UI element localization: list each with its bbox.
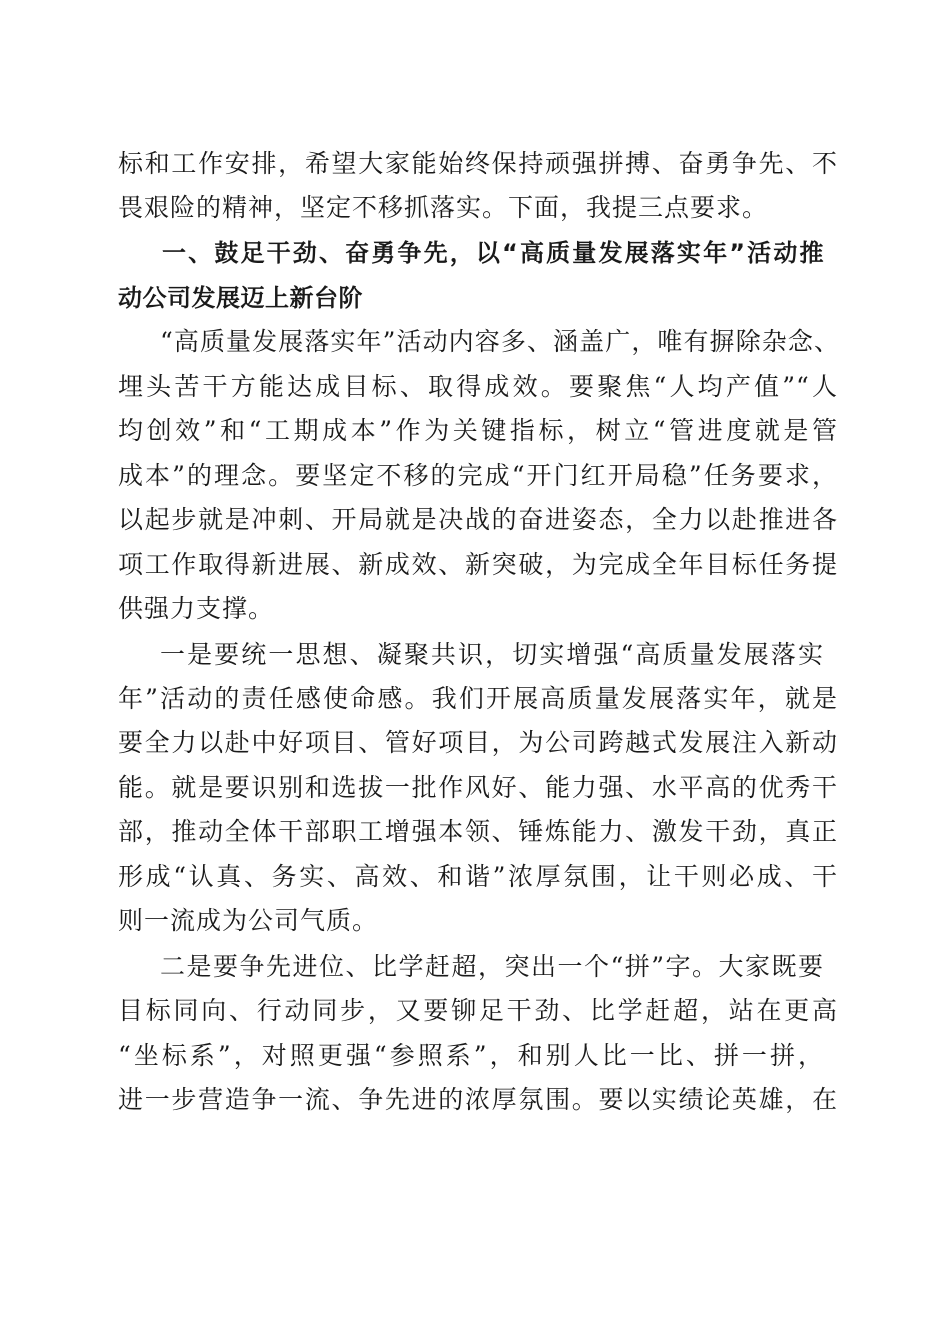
paragraph-line: 则一流成为公司气质。	[118, 906, 379, 935]
section-heading: 一、鼓足干劲、奋勇争先，以“高质量发展落实年”活动推	[162, 239, 824, 267]
section-heading: 动公司发展迈上新台阶	[118, 284, 363, 312]
paragraph-line: “高质量发展落实年”活动内容多、涵盖广，唯有摒除杂念、	[160, 327, 840, 356]
paragraph-line: “坐标系”，对照更强“参照系”，和别人比一比、拼一拼，	[118, 1041, 824, 1070]
paragraph-line: 形成“认真、务实、高效、和谐”浓厚氛围，让干则必成、干	[118, 862, 838, 891]
paragraph-line: 一是要统一思想、凝聚共识，切实增强“高质量发展落实	[160, 640, 824, 669]
paragraph-line: 项工作取得新进展、新成效、新突破，为完成全年目标任务提	[118, 550, 838, 579]
paragraph-line: 进一步营造争一流、争先进的浓厚氛围。要以实绩论英雄，在	[118, 1085, 838, 1114]
paragraph-line: 畏艰险的精神，坚定不移抓落实。下面，我提三点要求。	[118, 193, 769, 222]
paragraph-line: 埋头苦干方能达成目标、取得成效。要聚焦“人均产值”“人	[118, 372, 838, 401]
paragraph-line: 标和工作安排，希望大家能始终保持顽强拼搏、奋勇争先、不	[118, 149, 838, 178]
paragraph-line: 要全力以赴中好项目、管好项目，为公司跨越式发展注入新动	[118, 728, 838, 757]
paragraph-line: 均创效”和“工期成本”作为关键指标，树立“管进度就是管	[118, 416, 838, 445]
paragraph-line: 能。就是要识别和选拔一批作风好、能力强、水平高的优秀干	[118, 773, 838, 802]
paragraph-line: 二是要争先进位、比学赶超，突出一个“拼”字。大家既要	[160, 952, 824, 981]
paragraph-line: 年”活动的责任感使命感。我们开展高质量发展落实年，就是	[118, 684, 838, 713]
paragraph-line: 目标同向、行动同步，又要铆足干劲、比学赶超，站在更高	[118, 996, 838, 1025]
paragraph-line: 以起步就是冲刺、开局就是决战的奋进姿态，全力以赴推进各	[118, 505, 838, 534]
paragraph-line: 供强力支撑。	[118, 594, 275, 623]
paragraph-line: 部，推动全体干部职工增强本领、锤炼能力、激发干劲，真正	[118, 817, 838, 846]
paragraph-line: 成本”的理念。要坚定不移的完成“开门红开局稳”任务要求，	[118, 461, 838, 490]
